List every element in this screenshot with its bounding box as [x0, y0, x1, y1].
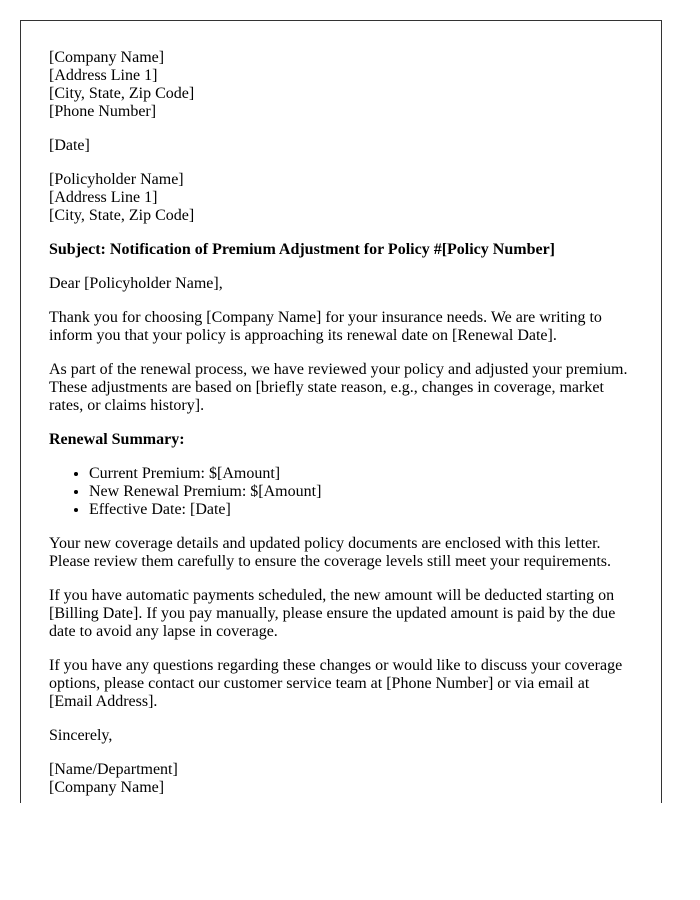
sender-line: [Company Name] [49, 49, 165, 66]
sender-line: [Address Line 1] [49, 67, 158, 84]
recipient-address [49, 171, 634, 225]
salutation: Dear [Policyholder Name], [49, 275, 223, 292]
paragraph: Your new coverage details and updated policy documents are enclosed with this letter. Please review them carefully to ensure the coverage levels still meet your requirements. [49, 535, 612, 570]
sender-line: [Phone Number] [49, 103, 157, 120]
letter-page [20, 20, 662, 803]
subject-line: Subject: Notification of Premium Adjustment for Policy #[Policy Number] [49, 241, 555, 258]
recipient-line: [Address Line 1] [49, 189, 158, 206]
summary-item: • Current Premium: $[Amount] [89, 465, 634, 483]
signature [49, 761, 634, 797]
sender-address [49, 49, 634, 121]
signature-line: [Name/Department] [49, 761, 178, 778]
summary-item: • New Renewal Premium: $[Amount] [89, 483, 634, 501]
recipient-line: [City, State, Zip Code] [49, 207, 195, 224]
summary-item: • Effective Date: [Date] [89, 501, 634, 519]
paragraph: If you have any questions regarding these changes or would like to discuss your coverage options, please contact our customer service team at [Phone Number] or via email at [Email Address]. [49, 657, 623, 710]
sender-line: [City, State, Zip Code] [49, 85, 195, 102]
summary-list [49, 465, 634, 519]
paragraph: If you have automatic payments scheduled, the new amount will be deducted starting on [Billing Date]. If you pay manually, please ensure the updated amount is paid by the due date to avoid any lapse in coverage. [49, 587, 616, 640]
letter-date: [Date] [49, 137, 90, 154]
recipient-line: [Policyholder Name] [49, 171, 184, 188]
signature-line: [Company Name] [49, 779, 165, 796]
summary-heading: Renewal Summary: [49, 431, 185, 448]
closing: Sincerely, [49, 727, 113, 744]
paragraph: As part of the renewal process, we have reviewed your policy and adjusted your premium. These adjustments are based on [briefly state reason, e.g., changes in coverage, market rates, or claims history]. [49, 361, 628, 414]
paragraph: Thank you for choosing [Company Name] for your insurance needs. We are writing to inform you that your policy is approaching its renewal date on [Renewal Date]. [49, 309, 602, 344]
